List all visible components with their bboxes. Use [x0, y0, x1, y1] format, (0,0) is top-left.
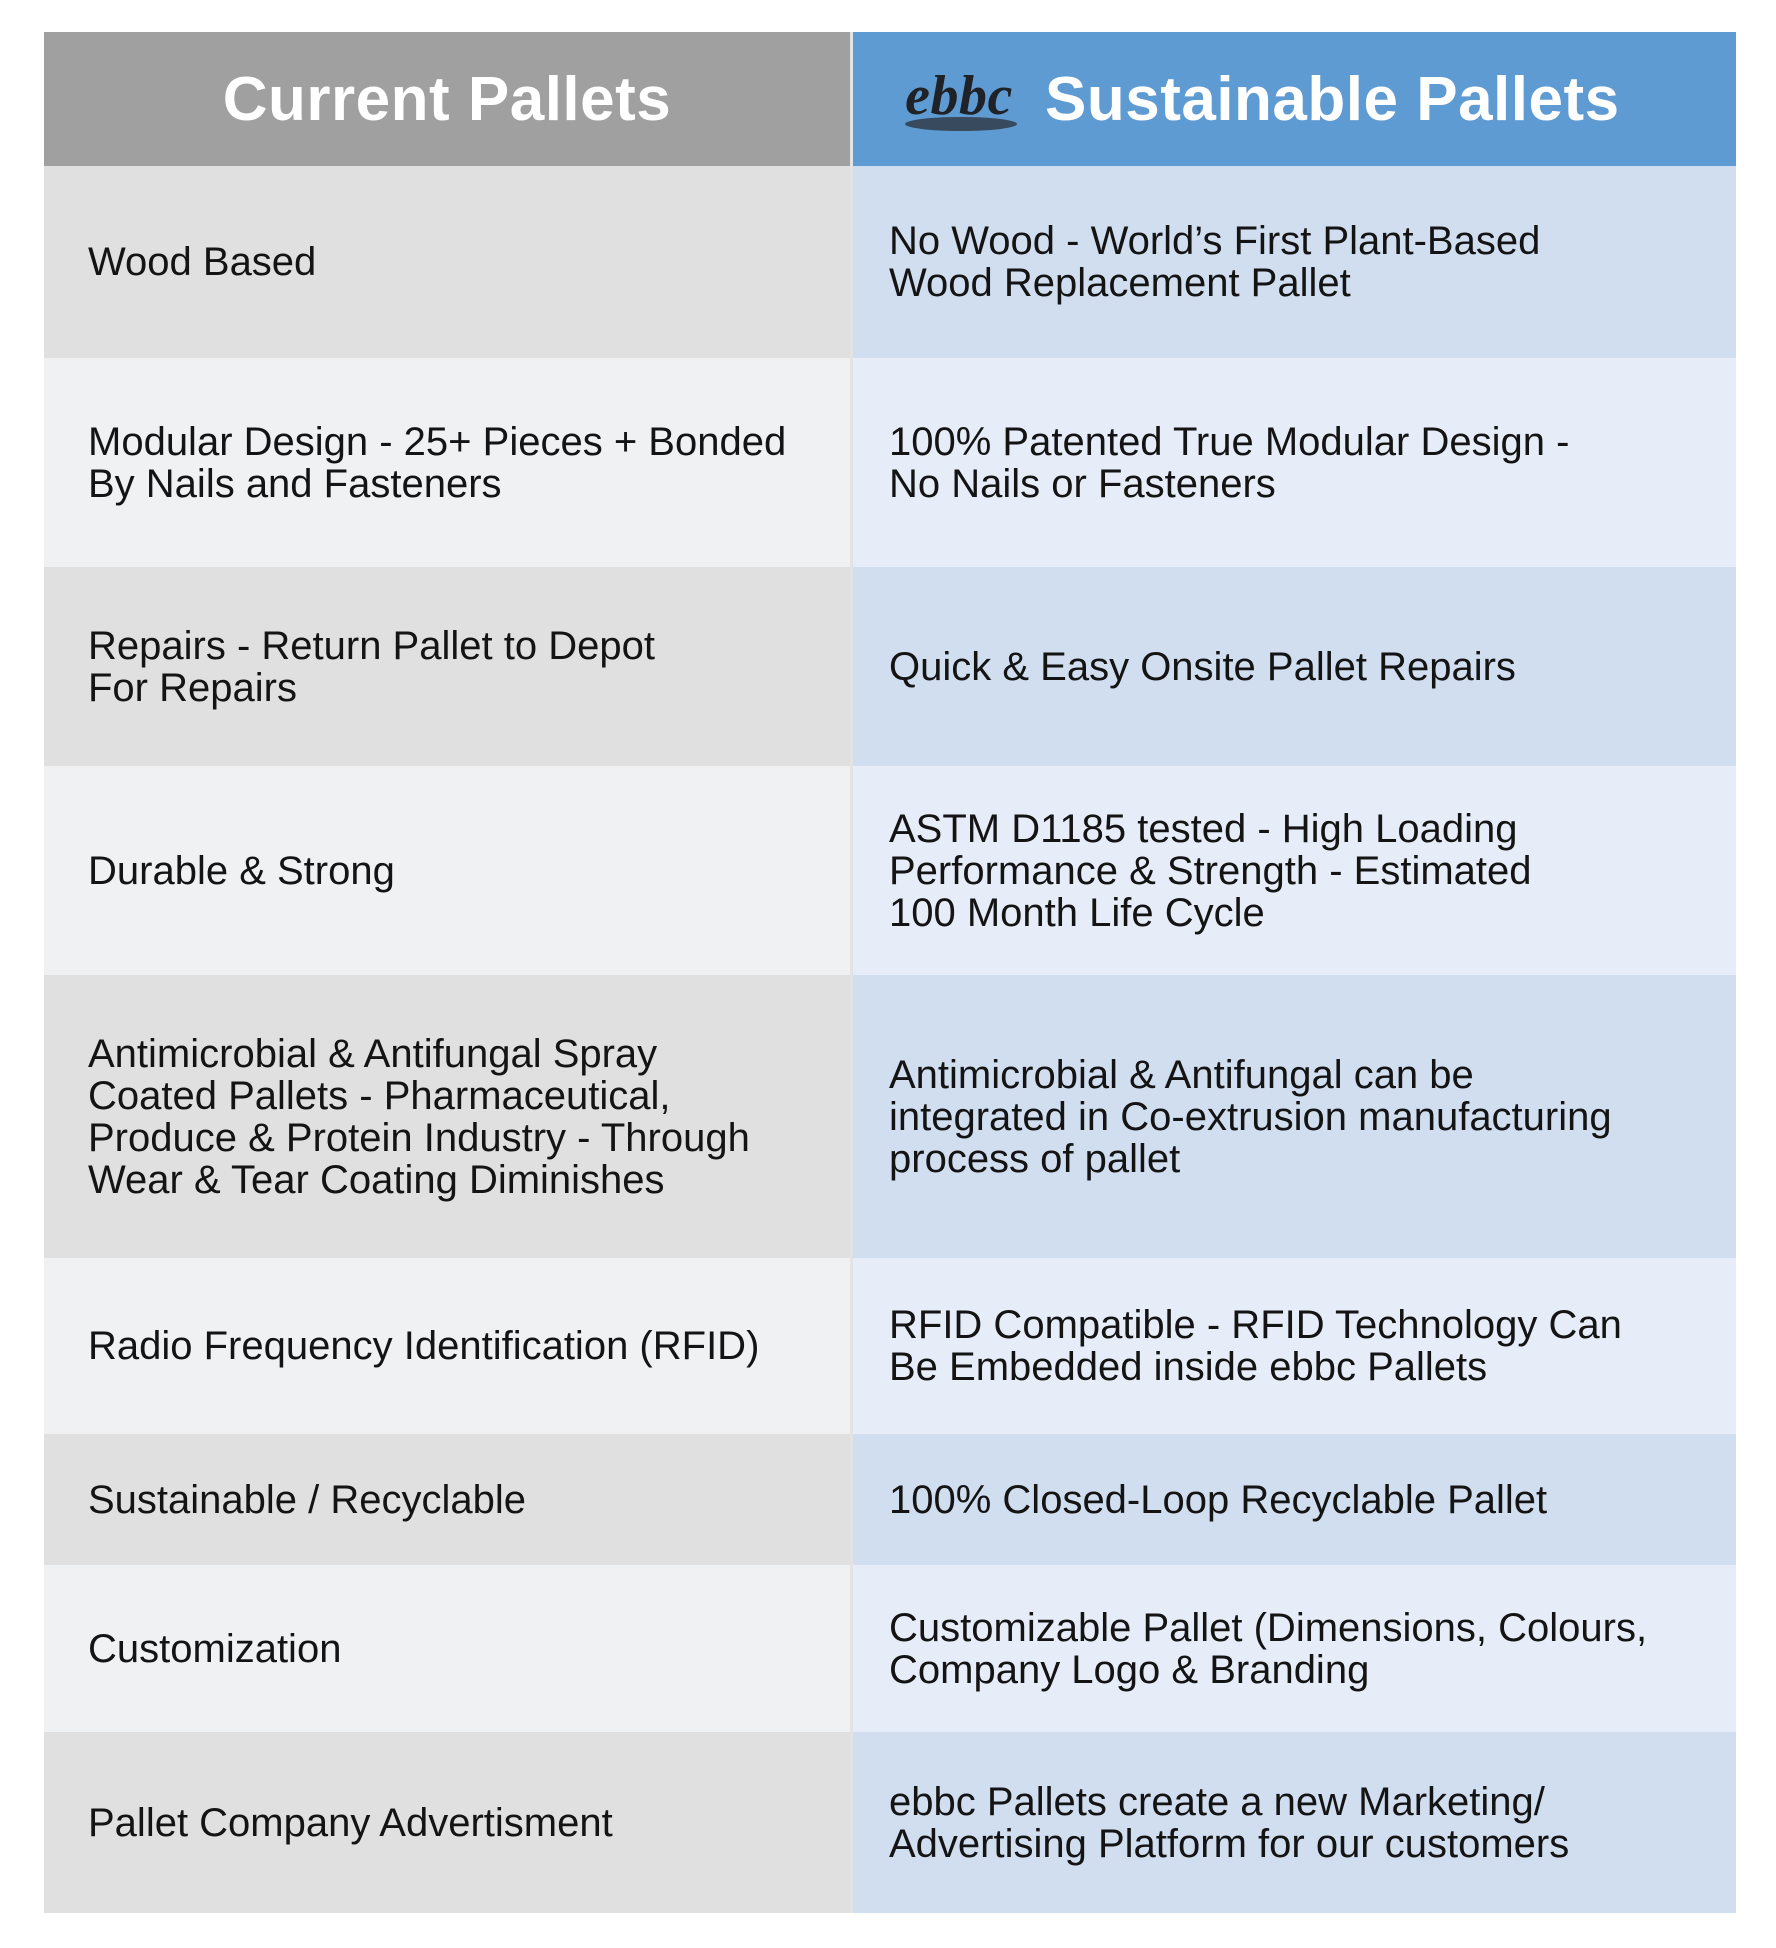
- current-feature-text: Durable & Strong: [88, 848, 395, 893]
- sustainable-feature-cell: [853, 1258, 1736, 1434]
- sustainable-feature-text: 100% Patented True Modular Design - No Nails or Fasteners: [889, 419, 1570, 506]
- sustainable-feature-cell: [853, 766, 1736, 975]
- logo-wordmark: ebbc: [905, 65, 1013, 127]
- current-feature-cell: [44, 358, 850, 567]
- sustainable-feature-cell: [853, 1434, 1736, 1565]
- current-feature-text: Modular Design - 25+ Pieces + Bonded By Nails and Fasteners: [88, 419, 787, 506]
- current-feature-cell: [44, 1565, 850, 1732]
- current-feature-cell: [44, 1434, 850, 1565]
- current-feature-text: Antimicrobial & Antifungal Spray Coated Pallets - Pharmaceutical, Produce & Protein Industry - Through Wear & Tear Coating Diminishes: [88, 1031, 750, 1202]
- current-feature-text: Customization: [88, 1626, 342, 1671]
- sustainable-feature-cell: [853, 975, 1736, 1258]
- sustainable-feature-text: ebbc Pallets create a new Marketing/ Advertising Platform for our customers: [889, 1779, 1570, 1866]
- current-feature-cell: [44, 567, 850, 766]
- sustainable-feature-text: 100% Closed-Loop Recyclable Pallet: [889, 1477, 1548, 1522]
- sustainable-feature-text: RFID Compatible - RFID Technology Can Be Embedded inside ebbc Pallets: [889, 1303, 1622, 1389]
- sustainable-feature-cell: [853, 166, 1736, 358]
- sustainable-feature-cell: [853, 1732, 1736, 1913]
- current-feature-cell: [44, 1258, 850, 1434]
- sustainable-feature-text: Customizable Pallet (Dimensions, Colours, Company Logo & Branding: [889, 1605, 1648, 1692]
- current-feature-cell: [44, 766, 850, 975]
- header-current-label: Current Pallets: [222, 64, 672, 134]
- current-feature-cell: [44, 166, 850, 358]
- header-current-pallets: [44, 32, 850, 166]
- sustainable-feature-text: Antimicrobial & Antifungal can be integrated in Co-extrusion manufacturing process of pallet: [889, 1052, 1612, 1181]
- header-sustainable-label: Sustainable Pallets: [1045, 64, 1620, 134]
- current-feature-text: Wood Based: [88, 240, 317, 284]
- sustainable-feature-cell: [853, 358, 1736, 567]
- current-feature-text: Sustainable / Recyclable: [88, 1477, 527, 1522]
- sustainable-feature-text: ASTM D1185 tested - High Loading Performance & Strength - Estimated 100 Month Life Cycle: [889, 806, 1532, 935]
- ebbc-logo: [901, 62, 1019, 136]
- current-feature-text: Pallet Company Advertisment: [88, 1800, 613, 1845]
- sustainable-feature-cell: [853, 1565, 1736, 1732]
- current-feature-text: Radio Frequency Identification (RFID): [88, 1324, 760, 1368]
- comparison-table: [44, 32, 1736, 1913]
- current-feature-cell: [44, 975, 850, 1258]
- sustainable-feature-cell: [853, 567, 1736, 766]
- header-sustainable-pallets: [853, 32, 1736, 166]
- sustainable-feature-text: No Wood - World’s First Plant-Based Wood Replacement Pallet: [889, 219, 1541, 305]
- current-feature-cell: [44, 1732, 850, 1913]
- sustainable-feature-text: Quick & Easy Onsite Pallet Repairs: [889, 644, 1516, 689]
- current-feature-text: Repairs - Return Pallet to Depot For Repairs: [88, 623, 655, 710]
